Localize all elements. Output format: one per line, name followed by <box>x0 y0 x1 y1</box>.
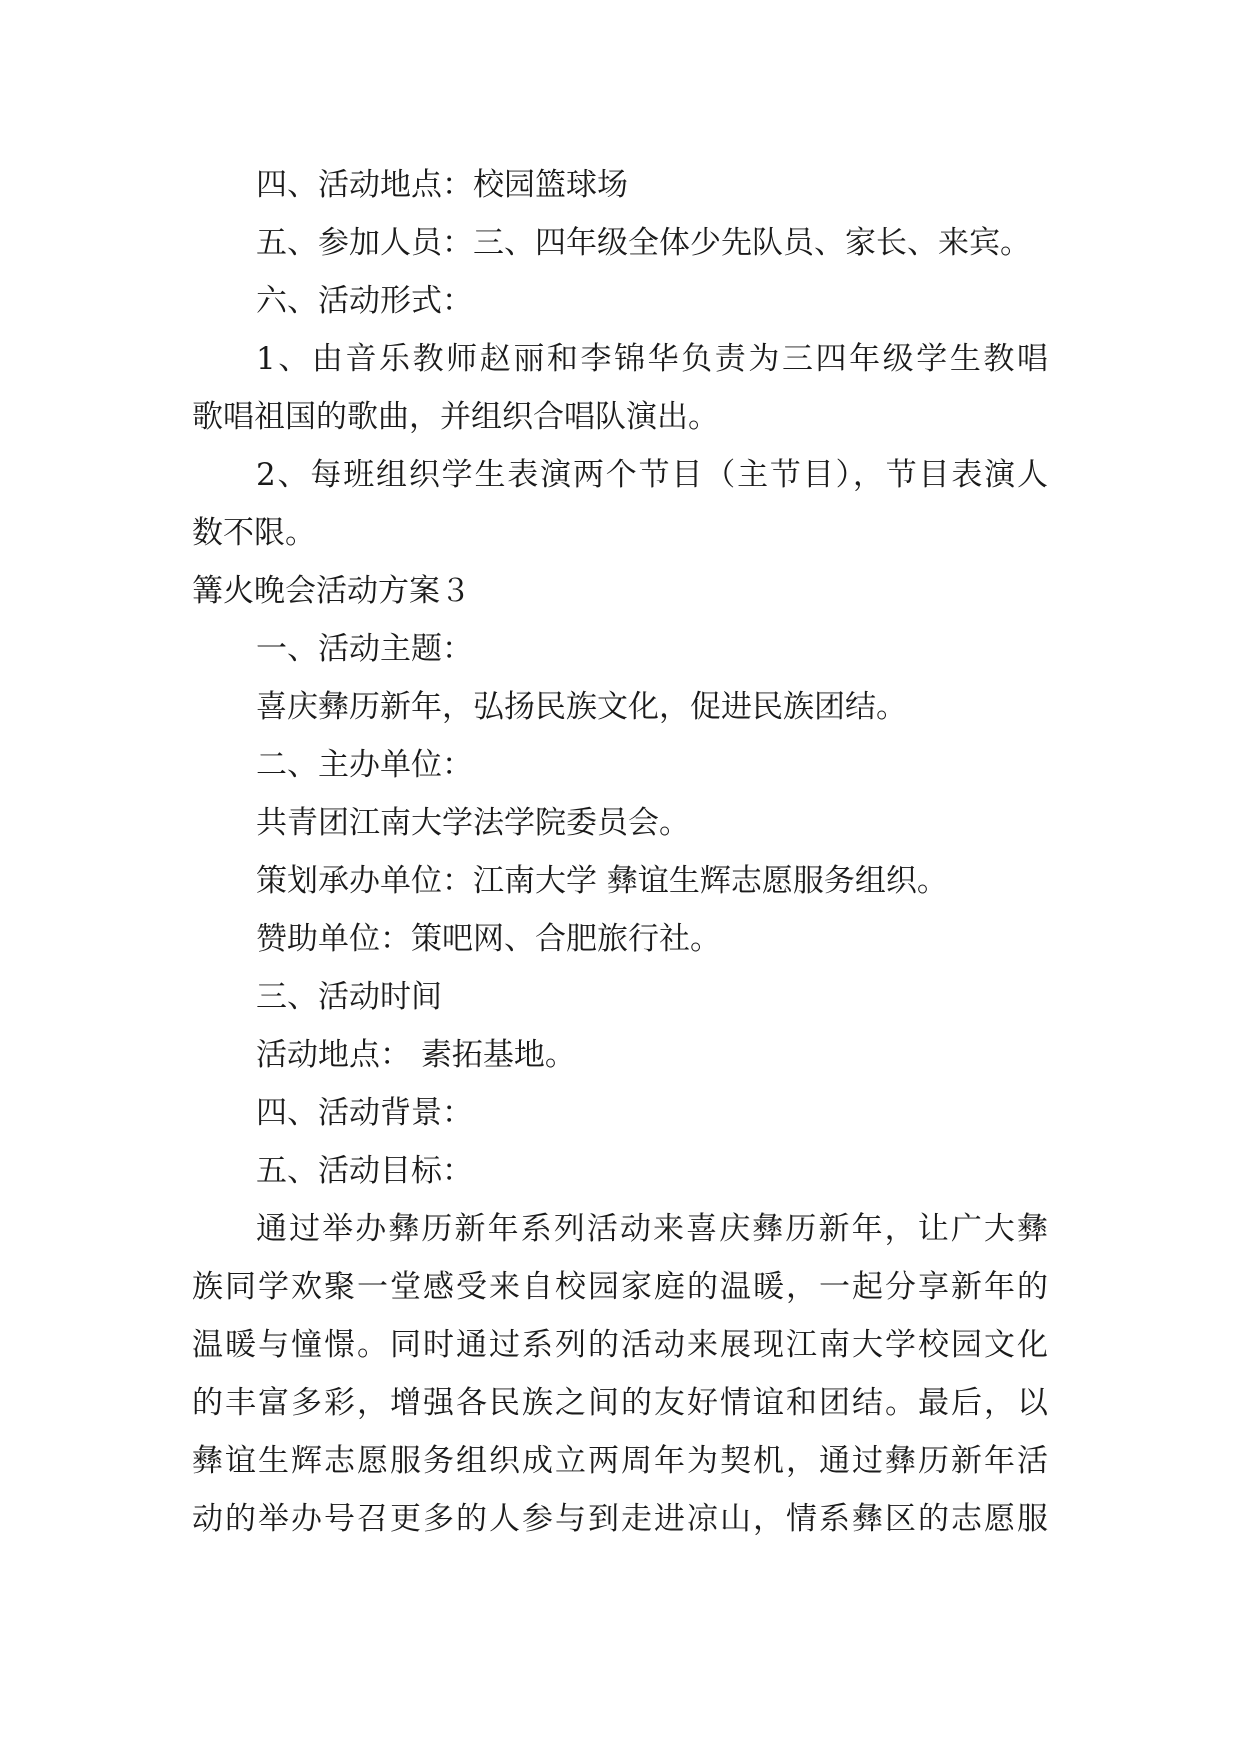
paragraph-line: 歌唱祖国的歌曲，并组织合唱队演出。 <box>192 399 719 435</box>
section-theme-heading: 一、活动主题： <box>256 631 473 667</box>
sponsor-text: 赞助单位：策吧网、合肥旅行社。 <box>256 921 721 957</box>
section-organizer-heading: 二、主办单位： <box>256 747 473 783</box>
venue-text: 活动地点： 素拓基地。 <box>256 1037 576 1073</box>
section-time-heading: 三、活动时间 <box>256 979 442 1015</box>
section-participants: 五、参加人员：三、四年级全体少先队员、家长、来宾。 <box>256 225 1031 261</box>
paragraph-line: 数不限。 <box>192 515 316 551</box>
section-background-heading: 四、活动背景： <box>256 1095 473 1131</box>
paragraph-line: 的丰富多彩，增强各民族之间的友好情谊和团结。最后，以 <box>192 1385 1048 1421</box>
paragraph-line: 动的举办号召更多的人参与到走进凉山，情系彝区的志愿服 <box>192 1501 1048 1537</box>
section-venue: 四、活动地点：校园篮球场 <box>256 167 628 203</box>
section-format-heading: 六、活动形式： <box>256 283 473 319</box>
plan-title: 篝火晚会活动方案３ <box>192 573 471 609</box>
paragraph-line: 通过举办彝历新年系列活动来喜庆彝历新年，让广大彝 <box>256 1211 1048 1247</box>
paragraph-line: 温暖与憧憬。同时通过系列的活动来展现江南大学校园文化 <box>192 1327 1048 1363</box>
section-goals-heading: 五、活动目标： <box>256 1153 473 1189</box>
paragraph-line: 彝谊生辉志愿服务组织成立两周年为契机，通过彝历新年活 <box>192 1443 1048 1479</box>
organizer-text: 共青团江南大学法学院委员会。 <box>256 805 690 841</box>
paragraph-line: 族同学欢聚一堂感受来自校园家庭的温暖，一起分享新年的 <box>192 1269 1048 1305</box>
co-organizer-text: 策划承办单位：江南大学 彝谊生辉志愿服务组织。 <box>256 863 948 899</box>
paragraph-line: 2、每班组织学生表演两个节目（主节目），节目表演人 <box>256 457 1048 493</box>
paragraph-line: 1、由音乐教师赵丽和李锦华负责为三四年级学生教唱 <box>256 341 1048 377</box>
section-theme-text: 喜庆彝历新年，弘扬民族文化，促进民族团结。 <box>256 689 907 725</box>
